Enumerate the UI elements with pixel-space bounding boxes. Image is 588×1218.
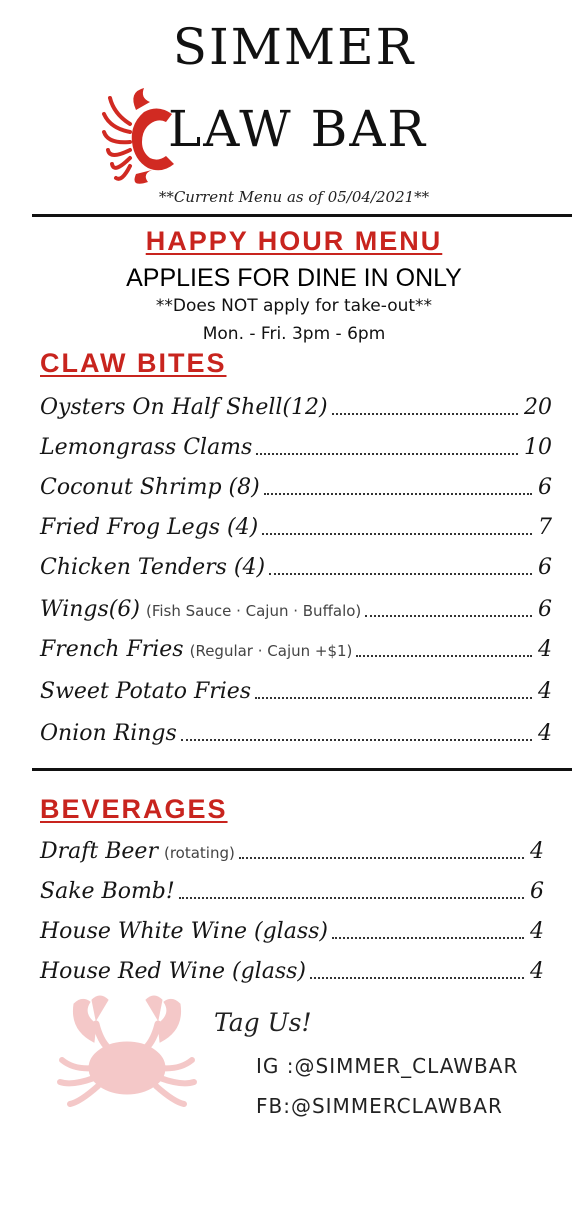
item-description: (rotating): [163, 844, 235, 862]
happy-hour-hours: Mon. - Fri. 3pm - 6pm: [202, 324, 386, 344]
item-name: Onion Rings: [40, 721, 177, 746]
item-name: Draft Beer: [40, 839, 158, 864]
happy-hour-title: HAPPY HOUR MENU: [145, 226, 443, 256]
menu-item: [40, 712, 552, 746]
item-name: Coconut Shrimp (8): [40, 475, 260, 500]
crab-watermark-icon: [52, 990, 202, 1134]
menu-item: [40, 466, 552, 500]
dot-leader: [179, 897, 524, 899]
item-price: 10: [524, 435, 552, 460]
item-name: Oysters On Half Shell(12): [40, 395, 328, 420]
item-price: 4: [538, 721, 552, 746]
instagram-handle: IG :@SIMMER_CLAWBAR: [256, 1054, 519, 1078]
menu-item: [40, 870, 544, 904]
menu-item: [40, 830, 544, 864]
dot-leader: [310, 977, 524, 979]
title-claw-bar: LAW BAR: [168, 100, 428, 158]
menu-item: [40, 426, 552, 460]
item-name: Sweet Potato Fries: [40, 679, 252, 704]
menu-item: [40, 628, 552, 662]
item-price: 4: [538, 679, 552, 704]
dot-leader: [239, 857, 524, 859]
dine-in-notice: APPLIES FOR DINE IN ONLY: [126, 264, 462, 292]
menu-item: [40, 546, 552, 580]
claw-bites-heading: CLAW BITES: [40, 348, 227, 378]
item-name: Wings(6): [40, 597, 140, 622]
item-price: 6: [538, 475, 552, 500]
dot-leader: [356, 655, 532, 657]
item-name: French Fries: [40, 637, 184, 662]
dot-leader: [262, 533, 532, 535]
item-name: Fried Frog Legs (4): [40, 515, 259, 540]
dot-leader: [255, 697, 532, 699]
divider-top: [32, 214, 572, 217]
divider-middle: [32, 768, 572, 771]
item-price: 4: [530, 959, 544, 984]
item-price: 4: [530, 919, 544, 944]
item-price: 20: [524, 395, 552, 420]
item-price: 4: [538, 637, 552, 662]
facebook-handle: FB:@SIMMERCLAWBAR: [256, 1094, 503, 1118]
item-name: Lemongrass Clams: [40, 435, 253, 460]
dot-leader: [365, 615, 532, 617]
title-simmer: SIMMER: [172, 18, 416, 76]
item-name: Chicken Tenders (4): [40, 555, 266, 580]
item-price: 7: [538, 515, 552, 540]
menu-item: [40, 506, 552, 540]
dot-leader: [181, 739, 532, 741]
menu-item: [40, 670, 552, 704]
dot-leader: [256, 453, 518, 455]
beverages-heading: BEVERAGES: [40, 794, 228, 824]
take-out-notice: **Does NOT apply for take-out**: [155, 296, 433, 316]
item-price: 6: [530, 879, 544, 904]
item-price: 6: [538, 555, 552, 580]
menu-item: [40, 950, 544, 984]
dot-leader: [269, 573, 532, 575]
item-name: House White Wine (glass): [40, 919, 328, 944]
item-description: (Fish Sauce · Cajun · Buffalo): [145, 602, 362, 620]
dot-leader: [332, 937, 524, 939]
item-name: House Red Wine (glass): [40, 959, 306, 984]
item-name: Sake Bomb!: [40, 879, 175, 904]
dot-leader: [264, 493, 532, 495]
item-description: (Regular · Cajun +$1): [189, 642, 353, 660]
item-price: 4: [530, 839, 544, 864]
item-price: 6: [538, 597, 552, 622]
current-menu-date: **Current Menu as of 05/04/2021**: [158, 188, 430, 206]
dot-leader: [332, 413, 518, 415]
tag-us-label: Tag Us!: [214, 1008, 312, 1037]
menu-item: [40, 910, 544, 944]
menu-item: [40, 588, 552, 622]
menu-item: [40, 386, 552, 420]
